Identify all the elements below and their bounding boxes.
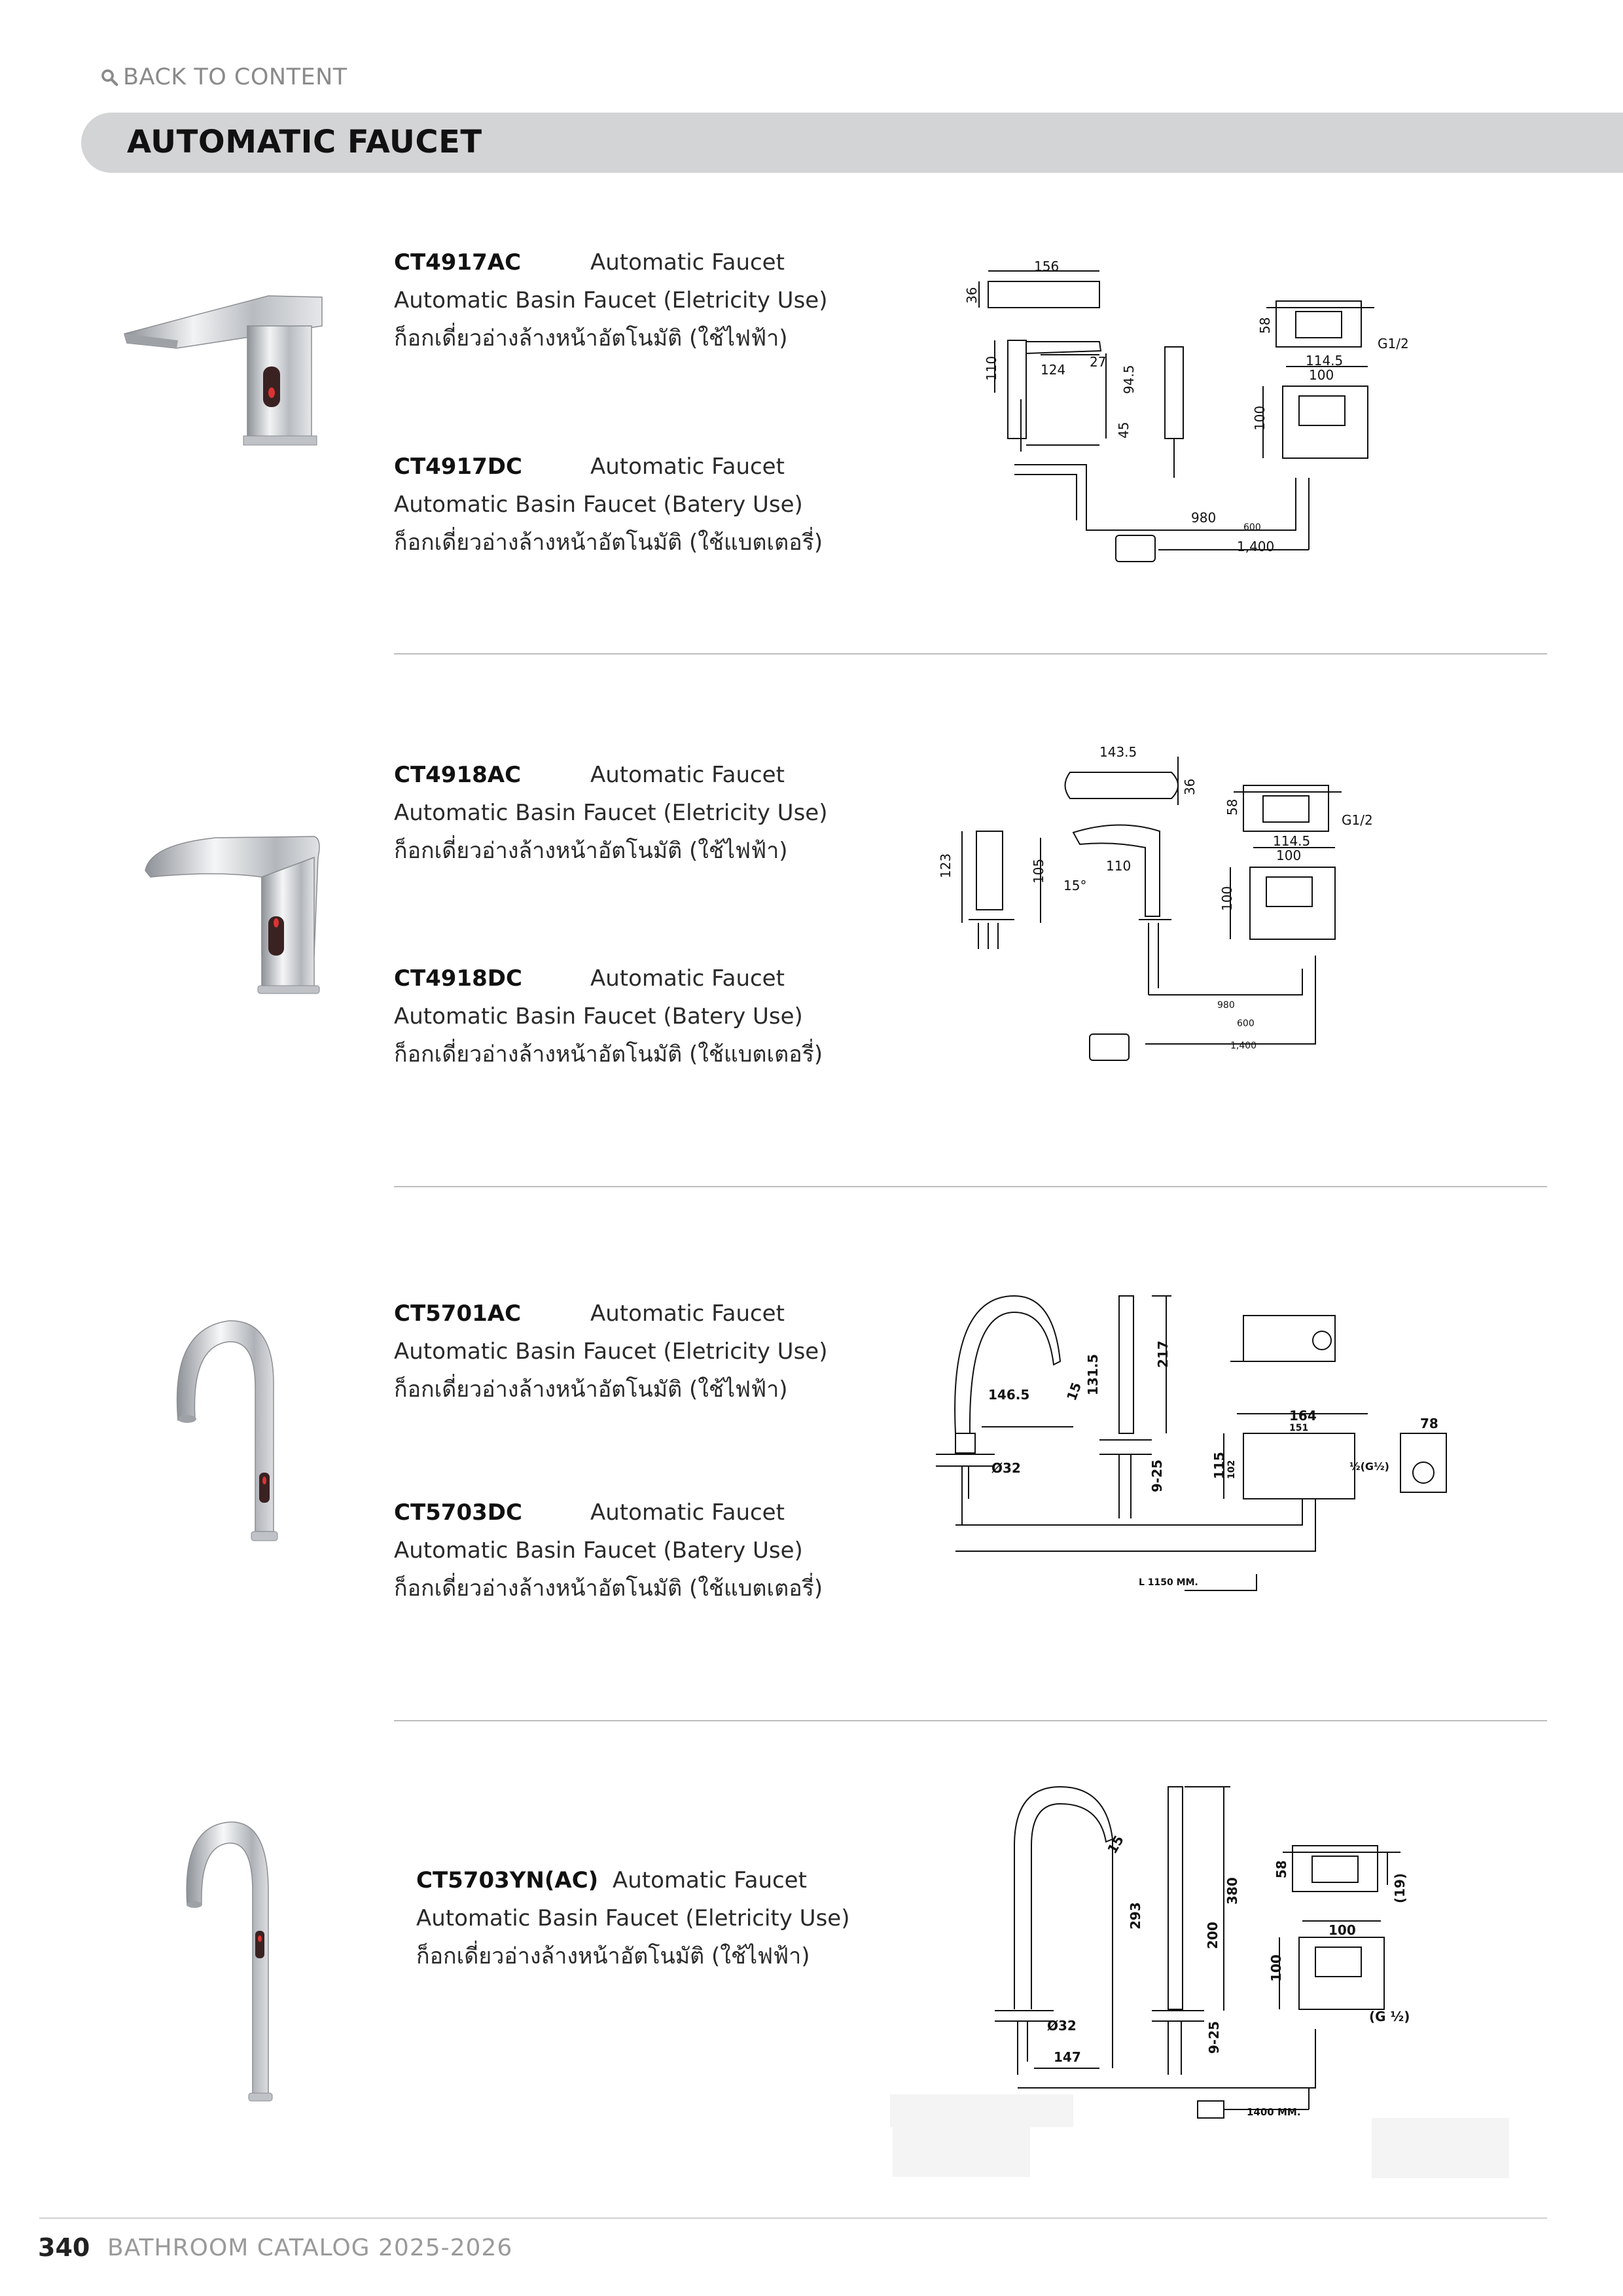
product-1-model-b bbox=[394, 448, 823, 562]
blank-patch bbox=[893, 2127, 1030, 2177]
model-desc-en: Automatic Basin Faucet (Eletricity Use) bbox=[394, 1338, 828, 1365]
product-4-model-a bbox=[416, 1861, 849, 1975]
model-desc-th: ก็อกเดี่ยวอ่างล้างหน้าอัตโนมัติ (ใช้ไฟฟ้า) bbox=[394, 325, 788, 351]
model-code: CT4918DC bbox=[394, 965, 522, 992]
model-code: CT5701AC bbox=[394, 1300, 522, 1327]
model-code: CT5703DC bbox=[394, 1499, 522, 1526]
search-icon bbox=[99, 67, 119, 87]
dimension-label: 15° bbox=[1063, 878, 1087, 893]
technical-drawing-ct4917 bbox=[955, 255, 1427, 596]
model-desc-th: ก็อกเดี่ยวอ่างล้างหน้าอัตโนมัติ (ใช้แบตเตอรี่) bbox=[394, 529, 823, 556]
dimension-label: 1400 MM. bbox=[1247, 2106, 1301, 2118]
section-divider bbox=[394, 1720, 1547, 1721]
model-type: Automatic Faucet bbox=[590, 762, 785, 788]
model-desc-th: ก็อกเดี่ยวอ่างล้างหน้าอัตโนมัติ (ใช้ไฟฟ้า) bbox=[394, 1376, 788, 1403]
section-divider bbox=[394, 1186, 1547, 1187]
product-photo-ct5703yn bbox=[177, 1813, 294, 2108]
dimension-label: G1/2 bbox=[1342, 812, 1373, 828]
product-photo-ct4918 bbox=[137, 818, 334, 1001]
dimension-label: 156 bbox=[1034, 259, 1060, 274]
dimension-label: 600 bbox=[1237, 1018, 1255, 1029]
model-type: Automatic Faucet bbox=[590, 1499, 785, 1526]
dimension-label: G1/2 bbox=[1378, 336, 1409, 351]
dimension-label: 980 bbox=[1191, 510, 1217, 526]
dimension-label: 147 bbox=[1054, 2049, 1081, 2065]
dimension-label: 45 bbox=[1116, 422, 1132, 439]
dimension-label: 380 bbox=[1224, 1877, 1240, 1905]
dimension-label: 94.5 bbox=[1121, 365, 1137, 394]
product-3-model-a bbox=[394, 1295, 827, 1408]
model-code: CT4917DC bbox=[394, 454, 522, 480]
dimension-label: L 1150 MM. bbox=[1139, 1577, 1198, 1588]
dimension-label: (G ½) bbox=[1369, 2009, 1410, 2024]
dimension-label: 100 bbox=[1268, 1954, 1284, 1982]
model-code: CT4918AC bbox=[394, 762, 522, 788]
dimension-label: Ø32 bbox=[991, 1460, 1021, 1476]
dimension-label: 217 bbox=[1155, 1340, 1171, 1368]
product-2-model-b bbox=[394, 960, 823, 1073]
dimension-label: 100 bbox=[1276, 848, 1302, 863]
dimension-label: 102 bbox=[1226, 1460, 1237, 1479]
dimension-label: 15 bbox=[1104, 1833, 1127, 1857]
dimension-label: 27 bbox=[1090, 354, 1107, 370]
model-desc-en: Automatic Basin Faucet (Batery Use) bbox=[394, 1537, 803, 1564]
dimension-label: 100 bbox=[1309, 367, 1334, 383]
dimension-label: Ø32 bbox=[1047, 2018, 1077, 2034]
model-type: Automatic Faucet bbox=[590, 249, 785, 276]
dimension-label: 100 bbox=[1252, 405, 1268, 431]
page-number: 340 bbox=[38, 2233, 90, 2262]
footer-divider bbox=[39, 2217, 1547, 2219]
technical-drawing-ct4918 bbox=[923, 733, 1420, 1093]
dimension-label: 114.5 bbox=[1273, 833, 1311, 849]
dimension-label: 1,400 bbox=[1237, 539, 1275, 554]
model-desc-en: Automatic Basin Faucet (Batery Use) bbox=[394, 492, 803, 518]
product-3-model-b bbox=[394, 1494, 823, 1607]
dimension-label: 15 bbox=[1063, 1380, 1085, 1403]
dimension-label: 123 bbox=[938, 853, 954, 878]
product-1-model-a bbox=[394, 243, 827, 357]
section-divider bbox=[394, 653, 1547, 655]
dimension-label: 9-25 bbox=[1206, 2020, 1222, 2054]
product-2-model-a bbox=[394, 756, 827, 870]
dimension-label: 293 bbox=[1128, 1902, 1143, 1929]
model-code: CT4917AC bbox=[394, 249, 522, 276]
model-type: Automatic Faucet bbox=[613, 1867, 807, 1893]
dimension-label: 36 bbox=[964, 287, 980, 304]
dimension-label: 105 bbox=[1031, 858, 1046, 884]
model-desc-th: ก็อกเดี่ยวอ่างล้างหน้าอัตโนมัติ (ใช้ไฟฟ้า) bbox=[416, 1943, 810, 1969]
dimension-label: 58 bbox=[1274, 1860, 1289, 1878]
dimension-label: 58 bbox=[1257, 317, 1273, 334]
dimension-label: 164 bbox=[1289, 1408, 1317, 1424]
model-desc-th: ก็อกเดี่ยวอ่างล้างหน้าอัตโนมัติ (ใช้ไฟฟ้า) bbox=[394, 838, 788, 864]
dimension-label: 78 bbox=[1420, 1416, 1438, 1431]
dimension-label: 124 bbox=[1041, 362, 1066, 378]
model-type: Automatic Faucet bbox=[590, 965, 785, 992]
model-type: Automatic Faucet bbox=[590, 1300, 785, 1327]
dimension-label: 9-25 bbox=[1149, 1459, 1165, 1492]
dimension-label: 1,400 bbox=[1230, 1041, 1257, 1051]
model-desc-en: Automatic Basin Faucet (Eletricity Use) bbox=[394, 800, 828, 826]
section-title: AUTOMATIC FAUCET bbox=[127, 124, 482, 160]
model-desc-th: ก็อกเดี่ยวอ่างล้างหน้าอัตโนมัติ (ใช้แบตเตอรี่) bbox=[394, 1575, 823, 1602]
dimension-label: 151 bbox=[1289, 1423, 1309, 1433]
dimension-label: 980 bbox=[1217, 1000, 1235, 1011]
blank-patch bbox=[1372, 2118, 1509, 2178]
model-type: Automatic Faucet bbox=[590, 454, 785, 480]
dimension-label: 115 bbox=[1211, 1452, 1227, 1479]
dimension-label: 600 bbox=[1243, 522, 1261, 533]
product-photo-ct5701 bbox=[164, 1309, 308, 1551]
dimension-label: 110 bbox=[984, 355, 999, 381]
model-desc-en: Automatic Basin Faucet (Eletricity Use) bbox=[416, 1905, 850, 1931]
technical-drawing-ct5701 bbox=[923, 1283, 1479, 1649]
dimension-label: (19) bbox=[1392, 1873, 1408, 1903]
dimension-label: 100 bbox=[1219, 886, 1235, 911]
dimension-label: 36 bbox=[1182, 778, 1198, 795]
section-header-bar bbox=[81, 113, 1623, 173]
dimension-label: 143.5 bbox=[1099, 744, 1137, 760]
dimension-label: ½(G½) bbox=[1349, 1460, 1389, 1473]
back-to-content-link[interactable] bbox=[99, 64, 348, 90]
technical-drawing-ct5703yn bbox=[982, 1774, 1479, 2147]
dimension-label: 100 bbox=[1329, 1922, 1356, 1938]
model-code: CT5703YN(AC) bbox=[416, 1867, 599, 1893]
dimension-label: 200 bbox=[1205, 1922, 1221, 1949]
dimension-label: 114.5 bbox=[1306, 353, 1344, 368]
model-desc-en: Automatic Basin Faucet (Eletricity Use) bbox=[394, 287, 828, 314]
back-to-content-label: BACK TO CONTENT bbox=[123, 64, 348, 90]
model-desc-en: Automatic Basin Faucet (Batery Use) bbox=[394, 1003, 803, 1030]
dimension-label: 110 bbox=[1106, 858, 1132, 874]
product-photo-ct4917 bbox=[118, 288, 340, 458]
catalog-name: BATHROOM CATALOG 2025-2026 bbox=[107, 2234, 513, 2261]
dimension-label: 131.5 bbox=[1085, 1354, 1101, 1395]
model-desc-th: ก็อกเดี่ยวอ่างล้างหน้าอัตโนมัติ (ใช้แบตเตอรี่) bbox=[394, 1041, 823, 1067]
blank-patch bbox=[890, 2094, 1073, 2127]
dimension-label: 58 bbox=[1224, 798, 1240, 816]
dimension-label: 146.5 bbox=[988, 1387, 1030, 1403]
